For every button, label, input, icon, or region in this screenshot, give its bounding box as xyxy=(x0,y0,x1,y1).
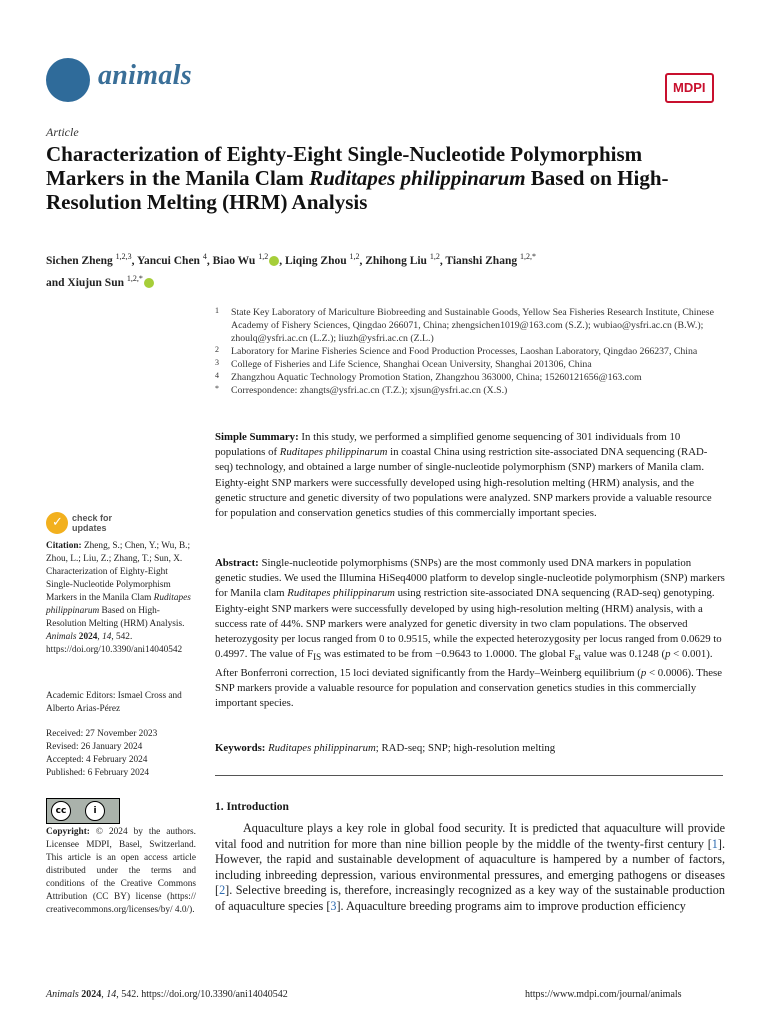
author[interactable]: and Xiujun Sun $^{1,2,*}$ xyxy=(46,273,143,289)
cc-icon: cc xyxy=(51,801,71,821)
affiliation: 2 Laboratory for Marine Fisheries Science and Food Production Processes, Laoshan Laboratory, Qingdao 266237, China xyxy=(215,345,698,357)
journal-name: animals xyxy=(98,60,192,91)
reference-link[interactable]: 1 xyxy=(711,836,718,851)
abstract: Abstract: Single-nucleotide polymorphisms (SNPs) are the most commonly used DNA markers in population genetic studies. We used the Illumina HiSeq4000 platform to develop single-nucleotide polymorphism (SNP) markers for Manila clam Ruditapes philippinarum using restriction site-associated DNA sequencing (RAD-seq) genotyping. Eighty-eight SNP markers were successfully developed by using high-resolution melting (HRM) analysis, with a success rate of 44%. SNP markers were analyzed for genetic diversity in two clam populations. The observed heterozygosity per locus ranged from 0 to 0.9515, while the expected heterozygosity per locus ranged from 0.0629 to 0.4997. The value of $F_{IS}$ was estimated to be from −0.9643 to 1.0000. The global $F_{st}$ value was 0.1248 (p < 0.001). After Bonferroni correction, 15 loci deviated significantly from the Hardy–Weinberg equilibrium (p < 0.0006). These SNP markers provide a valuable resource for population and conservation genetics studies in this commercially important species. xyxy=(215,557,725,709)
checkmark-icon: ✓ xyxy=(52,515,63,530)
academic-editors: Academic Editors: Ismael Cross and Alberto Arias-Pérez xyxy=(46,691,182,714)
keywords: Keywords: Ruditapes philippinarum; RAD-seq; SNP; high-resolution melting xyxy=(215,742,556,754)
author[interactable]: Yancui Chen $^4$ xyxy=(137,252,207,267)
article-type: Article xyxy=(46,125,79,139)
author[interactable]: Sichen Zheng $^{1,2,3}$ xyxy=(46,252,132,267)
revised-date: Revised: 26 January 2024 xyxy=(46,742,143,752)
article-title: Characterization of Eighty-Eight Single-Nucleotide Polymorphism Markers in the Manila Clam Ruditapes philippinarum Based on High-Resolution Melting (HRM) Analysis xyxy=(46,142,669,214)
citation-doi-link[interactable]: , 542. https://doi.org/10.3390/ani14040542 xyxy=(46,632,183,655)
introduction-paragraph: Aquaculture plays a key role in global food security. It is predicted that aquaculture will provide vital food and nutrition for more than nine billion people by the middle of the twenty-first century [1]. However, the rapid and sustainable development of aquaculture is hampered by a number of factors, including inbreeding depression, various environmental pressures, and emerging pathogens or diseases [2]. Selective breeding is, therefore, increasingly recognized as a key way of the sustainable production of aquaculture species [3]. Aquaculture breeding programs aim to improve production efficiency xyxy=(215,821,725,913)
check-for-updates-button[interactable] xyxy=(46,512,156,536)
attribution-icon: i xyxy=(85,801,105,821)
publisher-logo[interactable]: MDPI xyxy=(665,73,714,103)
section-heading-introduction: 1. Introduction xyxy=(215,801,289,813)
author[interactable]: Biao Wu $^{1,2}$ xyxy=(212,252,269,267)
orcid-icon[interactable] xyxy=(269,256,279,266)
footer-journal-url[interactable]: https://www.mdpi.com/journal/animals xyxy=(525,989,682,1000)
reference-link[interactable]: 2 xyxy=(219,883,226,897)
simple-summary: Simple Summary: In this study, we performed a simplified genome sequencing of 301 individuals from 10 populations of Ruditapes philippinarum in coastal China using restriction site-associated DNA sequencing (RAD-seq) technology, and obtained a large number of single-nucleotide polymorphism (SNP) markers of Manila clam. Eighty-eight SNP markers were successfully developed using high-resolution melting (HRM) analysis, and the genetic structure and genetic diversity of two populations were analyzed. SNP markers provide a valuable resource for population and conservation genetics studies of this commercially important species. xyxy=(215,431,712,520)
journal-logo-icon xyxy=(46,58,90,102)
accepted-date: Accepted: 4 February 2024 xyxy=(46,755,148,765)
section-divider xyxy=(215,775,723,776)
author[interactable]: Zhihong Liu $^{1,2}$ xyxy=(365,252,440,267)
reference-link[interactable]: 3 xyxy=(330,898,337,913)
affiliation: 4 Zhangzhou Aquatic Technology Promotion Station, Zhangzhou 363000, China; 15260121656@163.com xyxy=(215,371,642,383)
affiliation: 1 State Key Laboratory of Mariculture Biobreeding and Sustainable Goods, Yellow Sea Fisheries Research Institute, Chinese Academy of Fishery Sciences, Qingdao 266071, China; zhengsichen1019@163.com (S.Z.); wubiao@ysfri.ac.cn (B.W.); zhoulq@ysfri.ac.cn (L.Z.); liuzh@ysfri.ac.cn (Z.L.) xyxy=(215,306,714,344)
affiliation: 3 College of Fisheries and Life Science, Shanghai Ocean University, Shanghai 201306, China xyxy=(215,358,592,370)
copyright-notice: Copyright: © 2024 by the authors. Licensee MDPI, Basel, Switzerland. This article is an open access article distributed under the terms and conditions of the Creative Commons Attribution (CC BY) license (https:// creativecommons.org/licenses/by/ 4.0/). xyxy=(46,827,196,915)
received-date: Received: 27 November 2023 xyxy=(46,729,158,739)
affiliation: * Correspondence: zhangts@ysfri.ac.cn (T.Z.); xjsun@ysfri.ac.cn (X.S.) xyxy=(215,384,508,396)
author[interactable]: Tianshi Zhang $^{1,2,*}$ xyxy=(445,252,536,267)
author[interactable]: Liqing Zhou $^{1,2}$ xyxy=(284,252,360,267)
author-list: Sichen Zheng $^{1,2,3}$, Yancui Chen $^4$, Biao Wu $^{1,2}$ , Liqing Zhou $^{1,2}$, Zhihong Liu $^{1,2}$, Tianshi Zhang $^{1,2,*}$ and Xiujun Sun $^{1,2,*}$ xyxy=(46,252,536,289)
footer-citation: Animals 2024, 14, 542. https://doi.org/10.3390/ani14040542 xyxy=(46,989,288,1000)
citation-block: Citation: Zheng, S.; Chen, Y.; Wu, B.; Zhou, L.; Liu, Z.; Zhang, T.; Sun, X. Characterization of Eighty-Eight Single-Nucleotide Polymorphism Markers in the Manila Clam Ruditapes philippinarum Based on High-Resolution Melting (HRM) Analysis. Animals 2024, 14, 542. https://doi.org/10.3390/ani14040542 xyxy=(46,541,191,655)
cc-by-license-badge[interactable] xyxy=(46,798,120,824)
publication-dates xyxy=(46,728,196,780)
published-date: Published: 6 February 2024 xyxy=(46,768,150,778)
check-for-updates-label: check for updates xyxy=(72,513,113,533)
affiliations xyxy=(215,306,725,397)
orcid-icon[interactable] xyxy=(144,278,154,288)
